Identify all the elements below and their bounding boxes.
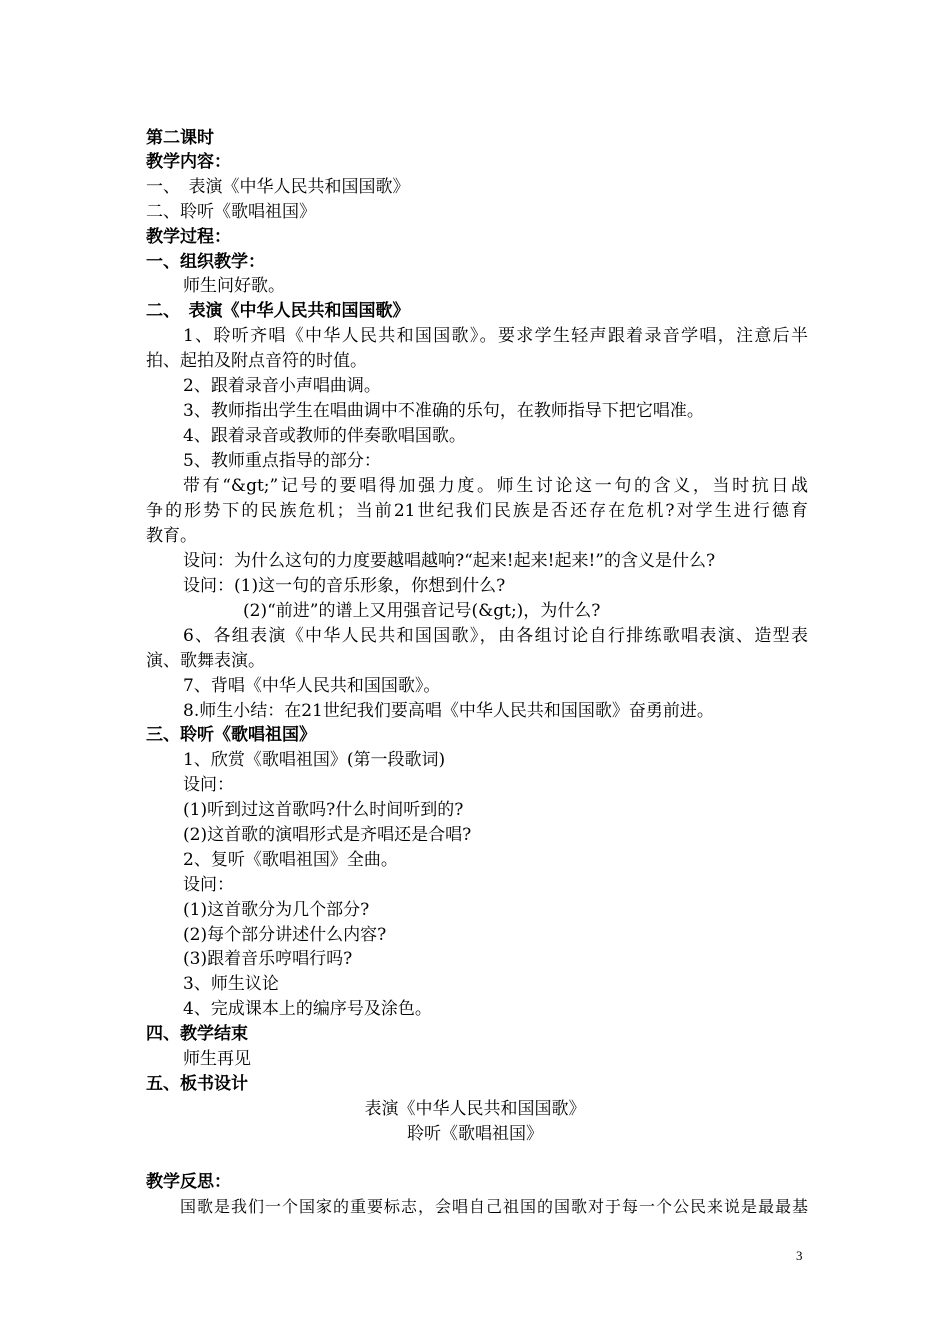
body-line: 3、教师指出学生在唱曲调中不准确的乐句，在教师指导下把它唱准。: [183, 401, 704, 421]
body-line: 师生问好歌。: [183, 276, 285, 296]
section-title: 三、聆听《歌唱祖国》: [146, 725, 316, 745]
body-line: 5、教师重点指导的部分：: [183, 451, 381, 471]
board-line: 聆听《歌唱祖国》: [407, 1124, 543, 1144]
body-line: (3)跟着音乐哼唱行吗?: [183, 949, 353, 969]
page-number: 3: [796, 1248, 803, 1263]
body-line: 设问：: [183, 775, 234, 795]
body-line: 设问：(1)这一句的音乐形象，你想到什么?: [183, 576, 506, 596]
lesson-title: 第二课时: [146, 128, 214, 148]
content-item: 一、 表演《中华人民共和国国歌》: [146, 177, 410, 197]
body-line: 1、聆听齐唱《中华人民共和国国歌》。要求学生轻声跟着录音学唱，注意后半: [183, 326, 808, 346]
body-line: 拍、起拍及附点音符的时值。: [146, 351, 367, 371]
body-line: (1)这首歌分为几个部分?: [183, 900, 370, 920]
body-line: (2)每个部分讲述什么内容?: [183, 925, 387, 945]
body-line: 设问：为什么这句的力度要越唱越响?“起来!起来!起来!”的含义是什么?: [183, 551, 716, 571]
section-title: 五、板书设计: [146, 1074, 248, 1094]
body-line: (2)这首歌的演唱形式是齐唱还是合唱?: [183, 825, 472, 845]
body-line: (2)“前进”的谱上又用强音记号(&gt;)，为什么?: [243, 601, 601, 621]
section-title: 四、教学结束: [146, 1024, 248, 1044]
body-line: 争的形势下的民族危机；当前21世纪我们民族是否还存在危机?对学生进行德育: [146, 501, 808, 521]
reflection-text: 国歌是我们一个国家的重要标志，会唱自己祖国的国歌对于每一个公民来说是最最基: [180, 1197, 808, 1216]
body-line: (1)听到过这首歌吗?什么时间听到的?: [183, 800, 464, 820]
section-title: 二、 表演《中华人民共和国国歌》: [146, 301, 410, 321]
body-line: 教育。: [146, 526, 197, 546]
body-line: 师生再见: [183, 1049, 251, 1069]
body-line: 7、背唱《中华人民共和国国歌》。: [183, 676, 441, 696]
process-heading: 教学过程：: [146, 227, 231, 247]
board-line: 表演《中华人民共和国国歌》: [364, 1099, 586, 1119]
body-line: 2、复听《歌唱祖国》全曲。: [183, 850, 398, 870]
body-line: 1、欣赏《歌唱祖国》(第一段歌词): [183, 750, 446, 770]
body-line: 2、跟着录音小声唱曲调。: [183, 376, 381, 396]
body-line: 设问：: [183, 875, 234, 895]
body-line: 带有“&gt;”记号的要唱得加强力度。师生讨论这一句的含义，当时抗日战: [183, 476, 808, 496]
body-line: 演、歌舞表演。: [146, 651, 265, 671]
body-line: 8.师生小结：在21世纪我们要高唱《中华人民共和国国歌》奋勇前进。: [183, 701, 714, 721]
section-title: 一、组织教学：: [146, 252, 265, 272]
body-line: 3、师生议论: [183, 974, 279, 994]
body-line: 6、各组表演《中华人民共和国国歌》，由各组讨论自行排练歌唱表演、造型表: [183, 626, 808, 646]
content-item: 二、聆听《歌唱祖国》: [146, 202, 316, 222]
reflection-title: 教学反思：: [146, 1172, 231, 1192]
body-line: 4、完成课本上的编序号及涂色。: [183, 999, 432, 1019]
body-line: 4、跟着录音或教师的伴奏歌唱国歌。: [183, 426, 466, 446]
content-heading: 教学内容：: [146, 152, 231, 172]
